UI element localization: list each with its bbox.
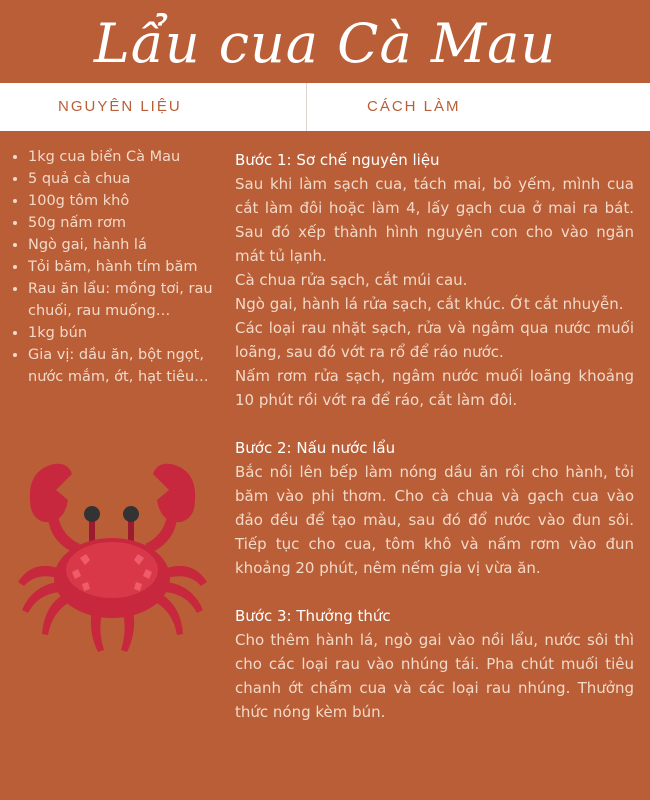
list-item	[28, 344, 240, 388]
list-item	[28, 190, 240, 212]
step-paragraph: Sau khi làm sạch cua, tách mai, bỏ yếm, mình cua cắt làm đôi hoặc làm 4, lấy gạch cua ở mai ra bát. Sau đó xếp thành hình nguyên con cho vào ngăn mát tủ lạnh.	[235, 175, 634, 265]
step-paragraph: Ngò gai, hành lá rửa sạch, cắt khúc. Ớt cắt nhuyễn.	[235, 295, 624, 313]
list-item	[28, 278, 240, 322]
ingredient-text: • Rau ăn lẩu: mồng tơi, rau chuối, rau muống…	[28, 281, 213, 319]
list-item	[28, 322, 240, 344]
section-header	[0, 83, 650, 131]
ingredient-text: • Gia vị: dầu ăn, bột ngọt, nước mắm, ớt, hạt tiêu…	[28, 347, 209, 385]
step-2	[235, 436, 634, 580]
list-item	[28, 234, 240, 256]
ingredient-text: • 1kg cua biển Cà Mau	[28, 149, 181, 165]
ingredient-text: • 100g tôm khô	[28, 193, 130, 209]
crab-icon	[10, 460, 215, 660]
step-3	[235, 604, 634, 724]
header-divider	[306, 83, 307, 131]
ingredient-text: • 5 quả cà chua	[28, 171, 131, 187]
ingredient-text: • Tỏi băm, hành tím băm	[28, 259, 198, 275]
step-title: Bước 1: Sơ chế nguyên liệu	[235, 151, 440, 169]
step-paragraph: Bắc nồi lên bếp làm nóng dầu ăn rồi cho hành, tỏi băm vào phi thơm. Cho cà chua và gạch cua vào đảo đều để tạo màu, sau đó đổ nước vào đun sôi. Tiếp tục cho cua, tôm khô và nấm rơm vào đun khoảng 20 phút, nêm nếm gia vị vừa ăn.	[235, 463, 634, 577]
tab-method[interactable]: CÁCH LÀM	[367, 98, 461, 115]
tab-ingredients[interactable]: NGUYÊN LIỆU	[58, 98, 182, 115]
page-title: Lẩu cua Cà Mau	[93, 12, 557, 75]
ingredient-text: • Ngò gai, hành lá	[28, 237, 147, 253]
step-title: Bước 3: Thưởng thức	[235, 607, 391, 625]
ingredients-list	[8, 146, 240, 388]
list-item	[28, 168, 240, 190]
step-paragraph: Nấm rơm rửa sạch, ngâm nước muối loãng khoảng 10 phút rồi vớt ra để ráo, cắt làm đôi.	[235, 367, 634, 409]
list-item	[28, 146, 240, 168]
step-paragraph: Các loại rau nhặt sạch, rửa và ngâm qua nước muối loãng, sau đó vớt ra rổ để ráo nước.	[235, 319, 634, 361]
list-item	[28, 212, 240, 234]
step-1	[235, 148, 634, 412]
ingredient-text: • 50g nấm rơm	[28, 215, 127, 231]
ingredient-text: • 1kg bún	[28, 325, 88, 341]
method-steps	[235, 148, 634, 748]
step-paragraph: Cà chua rửa sạch, cắt múi cau.	[235, 271, 468, 289]
step-paragraph: Cho thêm hành lá, ngò gai vào nồi lẩu, nước sôi thì cho các loại rau vào nhúng tái. Pha chút muối tiêu chanh ớt chấm cua và các loại rau nhúng. Thưởng thức nóng kèm bún.	[235, 631, 634, 721]
list-item	[28, 256, 240, 278]
step-title: Bước 2: Nấu nước lẩu	[235, 439, 396, 457]
